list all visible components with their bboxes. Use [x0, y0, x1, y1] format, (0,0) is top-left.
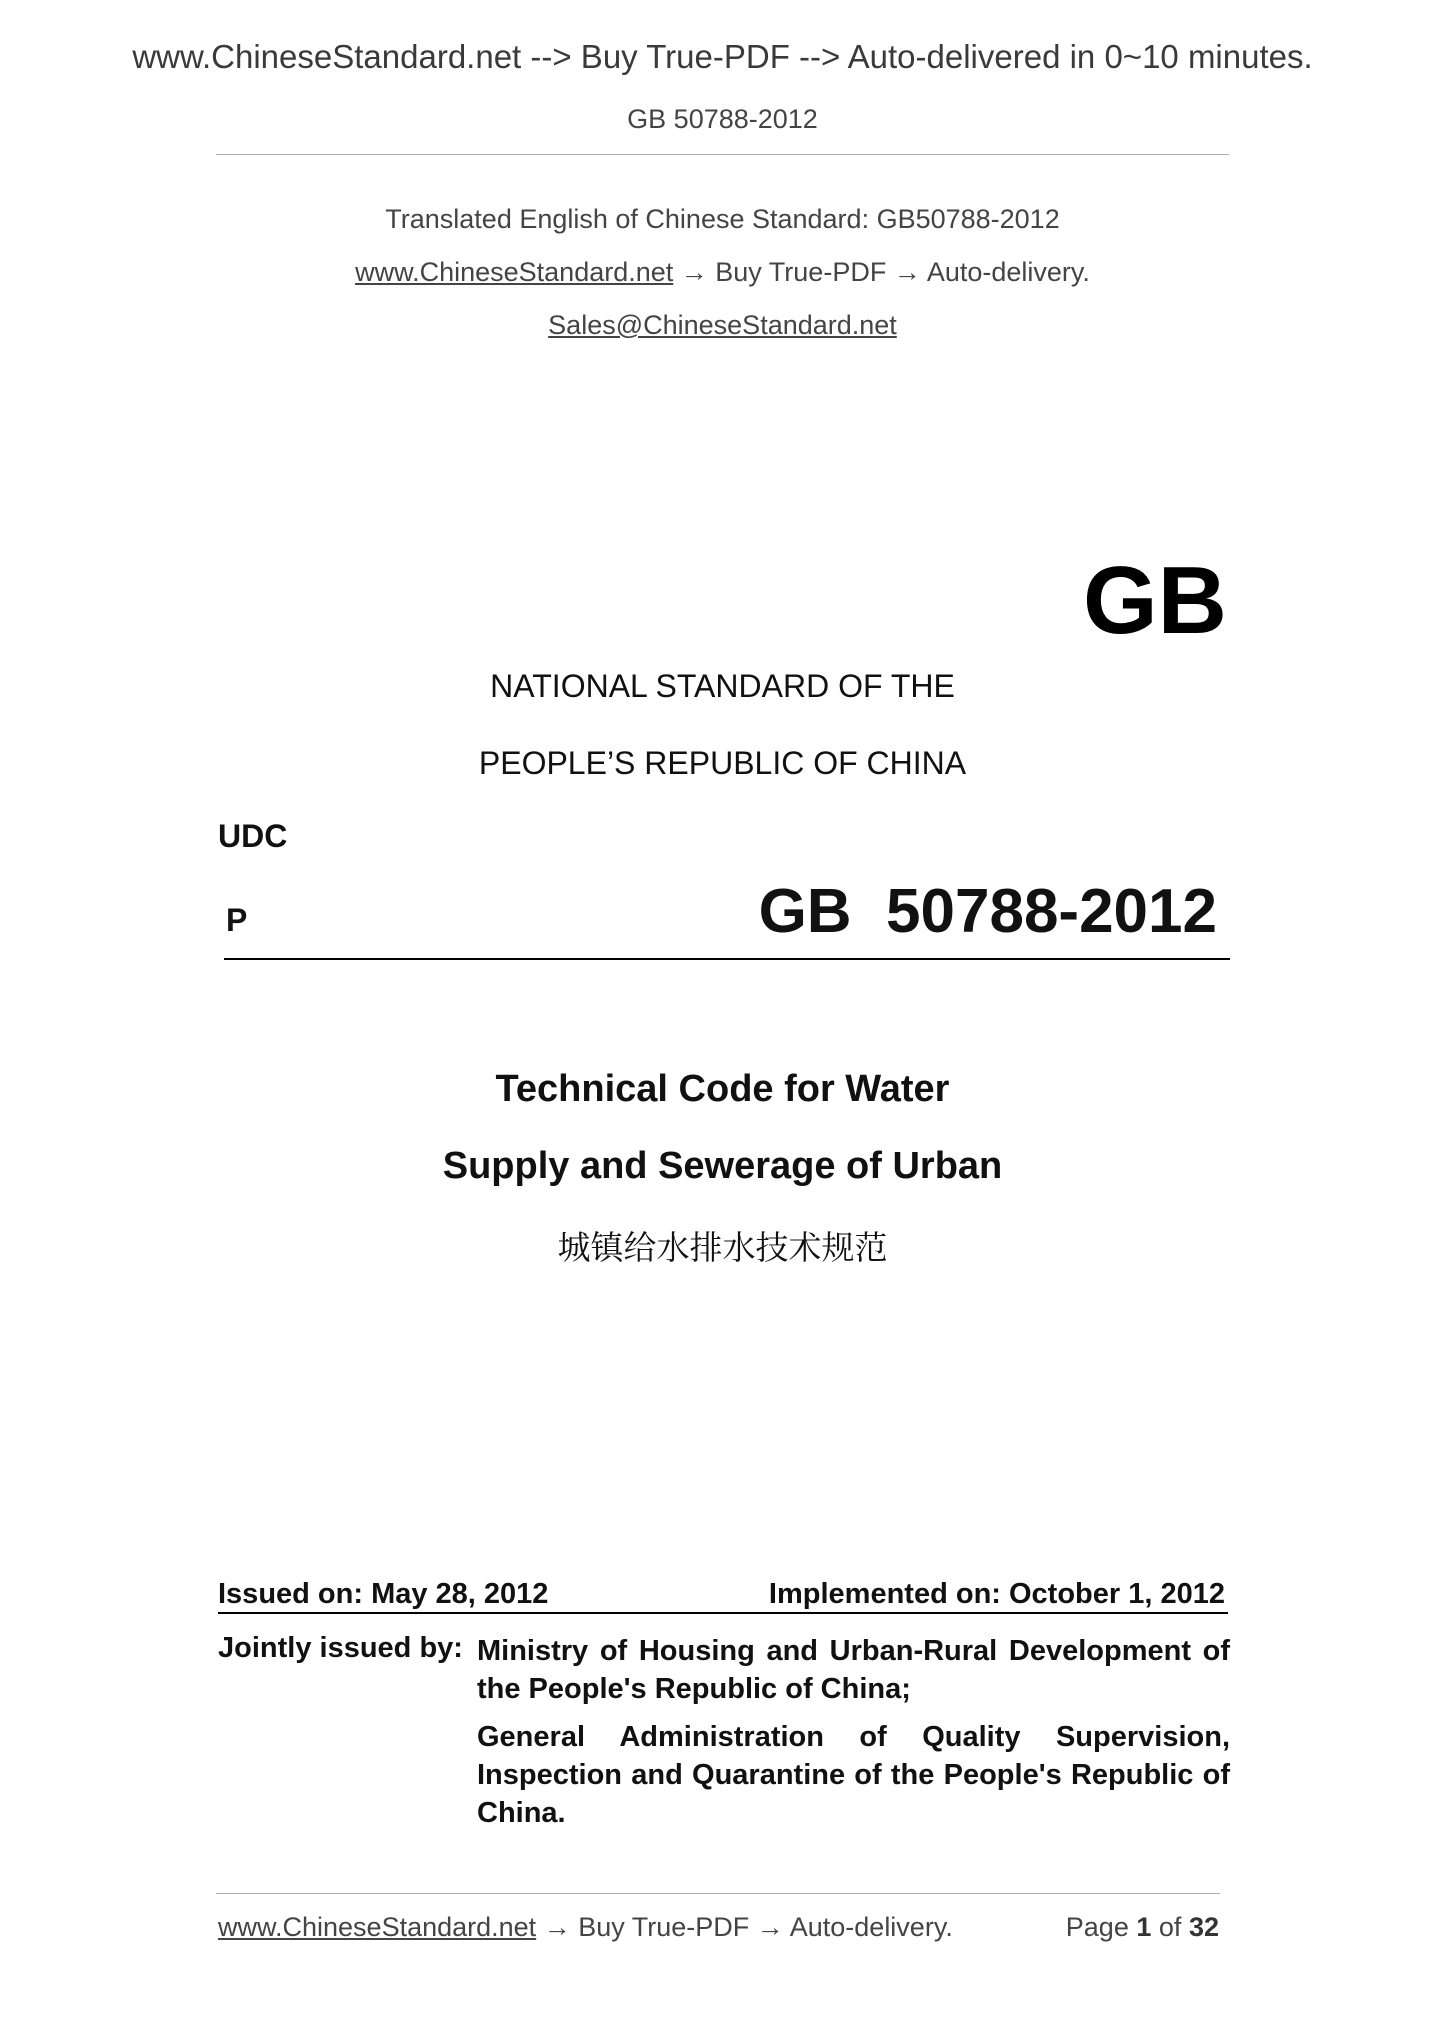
issue-divider: [218, 1612, 1228, 1614]
top-banner: www.ChineseStandard.net --> Buy True-PDF --> Auto-delivered in 0~10 minutes.: [132, 38, 1313, 75]
jointly-issued-label: Jointly issued by:: [218, 1632, 463, 1664]
translation-notice: Translated English of Chinese Standard: GB50788-2012: [385, 204, 1060, 234]
issuer1-line1: Ministry of Housing and Urban-Rural Development of: [477, 1635, 1230, 1667]
udc-label: UDC: [218, 818, 288, 854]
issuer2-line3: China.: [477, 1797, 566, 1829]
page-of: of: [1158, 1912, 1182, 1942]
national-standard-line2: PEOPLE’S REPUBLIC OF CHINA: [478, 745, 967, 781]
translation-link-line: [0, 257, 1445, 288]
national-standard-line1: NATIONAL STANDARD OF THE: [490, 668, 955, 704]
footer-site-suffix: → Buy True-PDF → Auto-delivery.: [536, 1912, 953, 1942]
title-line2: Supply and Sewerage of Urban: [442, 1145, 1003, 1187]
page-label: Page: [1065, 1912, 1129, 1942]
site-link-suffix: → Buy True-PDF → Auto-delivery.: [673, 257, 1090, 287]
email-link[interactable]: Sales@ChineseStandard.net: [548, 310, 897, 340]
footer-link-line: [218, 1912, 953, 1943]
issuer1-line2: the People's Republic of China;: [477, 1673, 911, 1705]
title-line1: Technical Code for Water: [495, 1068, 950, 1110]
site-link[interactable]: www.ChineseStandard.net: [355, 257, 674, 287]
email-line: [0, 310, 1445, 341]
issuer2-line2: Inspection and Quarantine of the People's Republic of: [477, 1759, 1230, 1791]
page-indicator: [1066, 1912, 1219, 1943]
title-chinese: 城镇给水排水技术规范: [557, 1229, 888, 1266]
page-current: 1: [1136, 1912, 1152, 1942]
footer-divider: [216, 1893, 1220, 1894]
footer-site-link[interactable]: www.ChineseStandard.net: [218, 1912, 537, 1942]
p-label: P: [226, 902, 248, 938]
header-divider: [216, 154, 1229, 155]
issued-on: Issued on: May 28, 2012: [218, 1578, 549, 1610]
issuer2-line1: General Administration of Quality Supervision,: [477, 1721, 1230, 1753]
standard-number-rule: [224, 958, 1230, 960]
page-total: 32: [1188, 1912, 1219, 1942]
header-standard-code: GB 50788-2012: [627, 104, 818, 134]
standard-number: GB 50788-2012: [758, 877, 1217, 946]
implemented-on: Implemented on: October 1, 2012: [768, 1578, 1225, 1610]
gb-mark: GB: [1083, 547, 1227, 654]
